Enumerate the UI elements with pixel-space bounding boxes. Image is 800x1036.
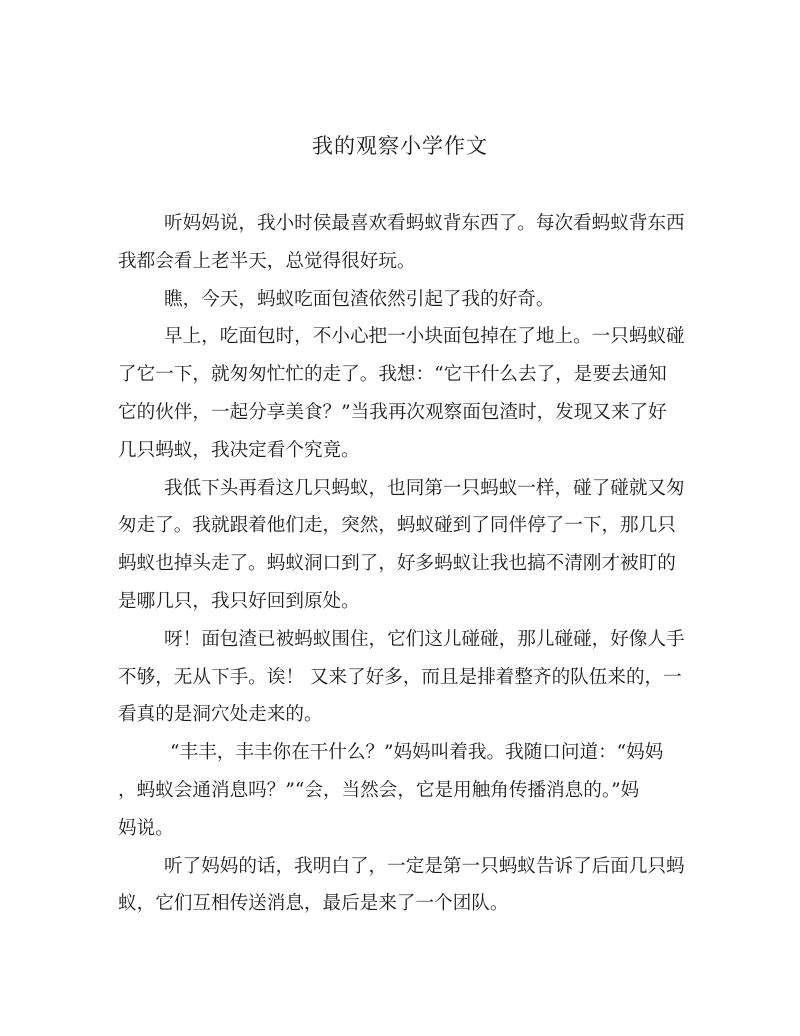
paragraph-5 [118, 621, 685, 734]
paragraph-1 [118, 205, 685, 281]
document-body [118, 205, 685, 923]
paragraph-line: 蚂蚁也掉头走了。蚂蚁洞口到了，好多蚂蚁让我也搞不清刚才被盯的 [118, 553, 676, 575]
paragraph-line: 是哪几只，我只好回到原处。 [118, 590, 360, 612]
paragraph-line: 听了妈妈的话，我明白了，一定是第一只蚂蚁告诉了后面几只蚂 [164, 855, 685, 877]
document-title: 我的观察小学作文 [312, 134, 488, 158]
paragraph-line: 呀！面包渣已被蚂蚁围住，它们这儿碰碰，那儿碰碰，好像人手 [164, 628, 685, 650]
paragraph-line: 了它一下，就匆匆忙忙的走了。我想：“它干什么去了，是要去通知 [118, 364, 667, 386]
paragraph-line: 我都会看上老半天，总觉得很好玩。 [118, 250, 416, 272]
paragraph-line: 听妈妈说，我小时侯最喜欢看蚂蚁背东西了。每次看蚂蚁背东西 [164, 213, 685, 234]
paragraph-line: 匆走了。我就跟着他们走，突然，蚂蚁碰到了同伴停了一下，那几只 [118, 515, 676, 537]
paragraph-7 [118, 848, 685, 924]
paragraph-line: 妈说。 [118, 817, 174, 839]
paragraph-line: 看真的是洞穴处走来的。 [118, 704, 323, 726]
paragraph-line: 不够，无从下手。诶！ 又来了好多，而且是排着整齐的队伍来的，一 [118, 666, 682, 688]
paragraph-4 [118, 470, 685, 621]
paragraph-line: 它的伙伴，一起分享美食？”当我再次观察面包渣时，发现又来了好 [118, 401, 667, 423]
paragraph-line: ，蚂蚁会通消息吗？”“会，当然会，它是用触角传播消息的。”妈 [118, 779, 640, 801]
paragraph-6 [118, 734, 682, 847]
paragraph-line: 几只蚂蚁，我决定看个究竟。 [118, 439, 360, 461]
paragraph-line: 瞧，今天，蚂蚁吃面包渣依然引起了我的好奇。 [164, 288, 555, 310]
paragraph-line: 蚁，它们互相传送消息，最后是来了一个团队。 [118, 893, 509, 915]
paragraph-3 [118, 318, 685, 469]
paragraph-line: 我低下头再看这几只蚂蚁，也同第一只蚂蚁一样，碰了碰就又匆 [164, 477, 685, 499]
paragraph-2 [118, 281, 682, 319]
paragraph-line: “丰丰，丰丰你在干什么？”妈妈叫着我。我随口问道：“妈妈 [170, 742, 664, 764]
paragraph-line: 早上，吃面包时，不小心把一小块面包掉在了地上。一只蚂蚁碰 [164, 326, 685, 348]
